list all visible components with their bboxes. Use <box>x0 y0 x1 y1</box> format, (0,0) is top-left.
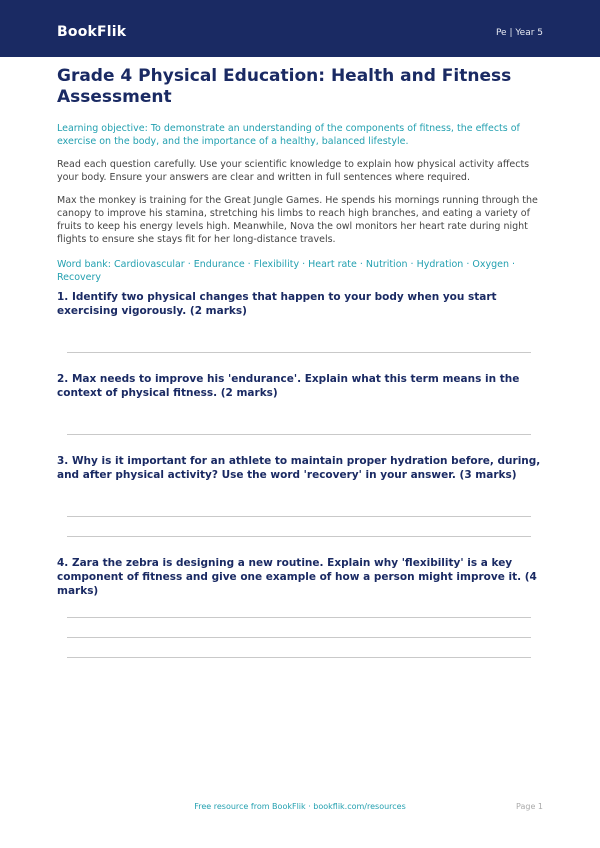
instructions-text: Read each question carefully. Use your scientific knowledge to explain how physical activity affects your body. Ensure your answers are clear and written in full sentences where required. <box>57 159 530 183</box>
question-1: 1. Identify two physical changes that happen to your body when you start exercising vigorously. (2 marks) <box>57 291 497 317</box>
question-2: 2. Max needs to improve his 'endurance'. Explain what this term means in the context of physical fitness. (2 marks) <box>57 373 520 399</box>
footer-resource-link[interactable]: Free resource from BookFlik · bookflik.com/resources <box>194 802 406 811</box>
answer-line[interactable] <box>67 352 531 353</box>
worksheet-intro <box>57 66 543 284</box>
answer-line[interactable] <box>67 617 531 618</box>
question-4: 4. Zara the zebra is designing a new routine. Explain why 'flexibility' is a key component of fitness and give one example of how a person might improve it. (4 marks) <box>57 557 537 597</box>
page-header <box>0 0 600 57</box>
story-text: Max the monkey is training for the Great Jungle Games. He spends his mornings running through the canopy to improve his stamina, stretching his limbs to reach high branches, and eating a variety of fruits to keep his energy levels high. Meanwhile, Nova the owl monitors her heart rate during night flights to ensure she stays fit for her long-distance travels. <box>57 195 538 245</box>
question-3: 3. Why is it important for an athlete to maintain proper hydration before, during, and after physical activity? Use the word 'recovery' in your answer. (3 marks) <box>57 455 541 481</box>
word-bank: Word bank: Cardiovascular · Endurance · Flexibility · Heart rate · Nutrition · Hydration · Oxygen · Recovery <box>57 259 516 283</box>
answer-line[interactable] <box>67 657 531 658</box>
page-title: Grade 4 Physical Education: Health and Fitness Assessment <box>57 66 512 107</box>
answer-line[interactable] <box>67 536 531 537</box>
learning-objective: Learning objective: To demonstrate an understanding of the components of fitness, the effects of exercise on the body, and the importance of a healthy, balanced lifestyle. <box>57 123 520 147</box>
answer-line[interactable] <box>67 434 531 435</box>
answer-line[interactable] <box>67 516 531 517</box>
page-number: Page 1 <box>516 802 543 811</box>
subject-year-label: Pe | Year 5 <box>495 28 543 38</box>
answer-line[interactable] <box>67 637 531 638</box>
brand-logo[interactable]: BookFlik <box>57 24 127 40</box>
